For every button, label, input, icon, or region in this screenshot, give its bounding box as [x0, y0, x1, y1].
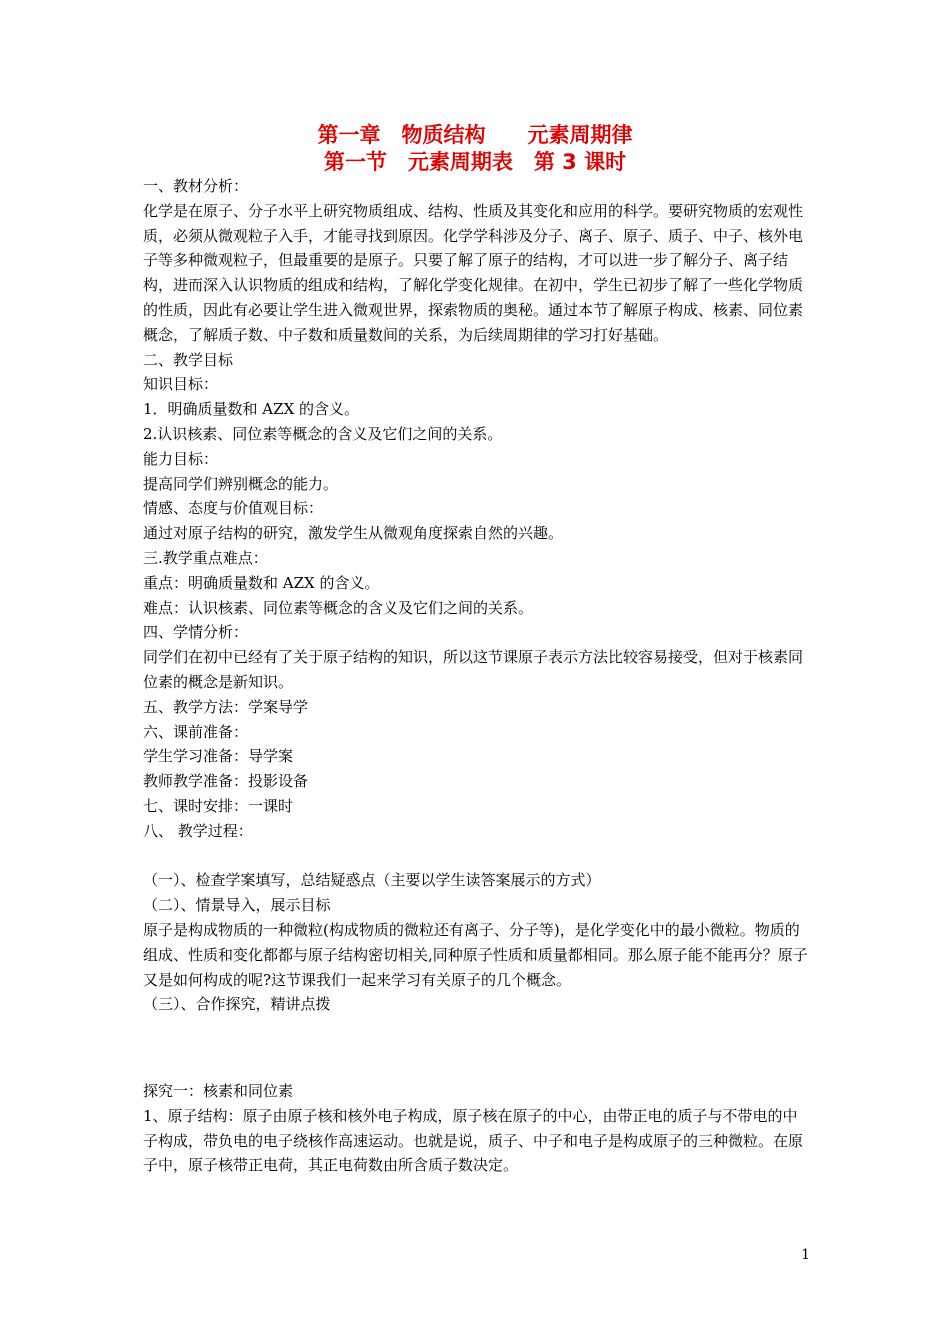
teacher-preparation: 教师教学准备：投影设备	[143, 772, 309, 791]
heading-inquiry-one: 探究一：核素和同位素	[143, 1082, 294, 1101]
paragraph-textbook-analysis: 化学是在原子、分子水平上研究物质组成、结构、性质及其变化和应用的科学。要研究物质的宏观性质，必须从微观粒子入手，才能寻找到原因。化学学科涉及分子、离子、原子、质子、中子、核外电子等多种微观粒子，但最重要的是原子。只要了解了原子的结构，才可以进一步了解分子、离子结构，进而深入认识物质的组成和结构，了解化学变化规律。在初中，学生已初步了解了一些化学物质的性质，因此有必要让学生进入微观世界，探索物质的奥秘。通过本节了解原子构成、核素、同位素概念，了解质子数、中子数和质量数间的关系，为后续周期律的学习打好基础。	[143, 201, 804, 344]
heading-textbook-analysis: 一、教材分析：	[143, 177, 249, 195]
difficult-point: 难点：认识核素、同位素等概念的含义及它们之间的关系。	[143, 598, 534, 617]
page-number: 1	[801, 1247, 810, 1263]
heading-learning-analysis: 四、学情分析：	[143, 623, 249, 642]
heading-ability-goals: 能力目标：	[143, 449, 219, 468]
blank-line	[143, 844, 811, 869]
key-point: 重点：明确质量数和 AZX 的含义。	[143, 573, 380, 592]
blank-space	[143, 1017, 811, 1079]
step-cooperative-inquiry: （三）、合作探究，精讲点拨	[143, 995, 331, 1014]
heading-teaching-process: 八、 教学过程：	[143, 821, 253, 840]
document-body	[143, 174, 811, 1178]
heading-preparation: 六、课前准备：	[143, 722, 249, 741]
heading-key-points: 三.教学重点难点：	[143, 548, 268, 567]
paragraph-introduction: 原子是构成物质的一种微粒(构成物质的微粒还有离子、分子等)，是化学变化中的最小微粒。物质的组成、性质和变化都都与原子结构密切相关,同种原子性质和质量都相同。那么原子能不能再分？原子又是如何构成的呢?这节课我们一起来学习有关原子的几个概念。	[143, 920, 808, 989]
section-title: 第一节 元素周期表 第 3 课时	[323, 150, 627, 174]
heading-knowledge-goals: 知识目标：	[143, 375, 219, 394]
paragraph-learning-analysis: 同学们在初中已经有了关于原子结构的知识，所以这节课原子表示方法比较容易接受，但对于核素同位素的概念是新知识。	[143, 648, 804, 691]
heading-teaching-goals: 二、教学目标	[143, 350, 234, 369]
knowledge-goal-2: 2.认识核素、同位素等概念的含义及它们之间的关系。	[143, 424, 503, 443]
chapter-title: 第一章 物质结构 元素周期律	[317, 123, 633, 147]
student-preparation: 学生学习准备：导学案	[143, 747, 294, 766]
teaching-method: 五、教学方法：学案导学	[143, 697, 309, 716]
step-check-worksheet: （一）、检查学案填写，总结疑惑点（主要以学生读答案展示的方式）	[143, 871, 601, 890]
attitude-goal: 通过对原子结构的研究，激发学生从微观角度探索自然的兴趣。	[143, 524, 564, 543]
step-introduction: （二）、情景导入，展示目标	[143, 896, 331, 915]
heading-attitude-goals: 情感、态度与价值观目标：	[143, 499, 324, 518]
ability-goal: 提高同学们辨别概念的能力。	[143, 474, 339, 493]
class-schedule: 七、课时安排：一课时	[143, 796, 294, 815]
knowledge-goal-1: 1．明确质量数和 AZX 的含义。	[143, 400, 360, 419]
paragraph-atomic-structure: 1、原子结构：原子由原子核和核外电子构成，原子核在原子的中心，由带正电的质子与不带电的中子构成，带负电的电子绕核作高速运动。也就是说，质子、中子和电子是构成原子的三种微粒。在原子中，原子核带正电荷，其正电荷数由所含质子数决定。	[143, 1106, 804, 1175]
